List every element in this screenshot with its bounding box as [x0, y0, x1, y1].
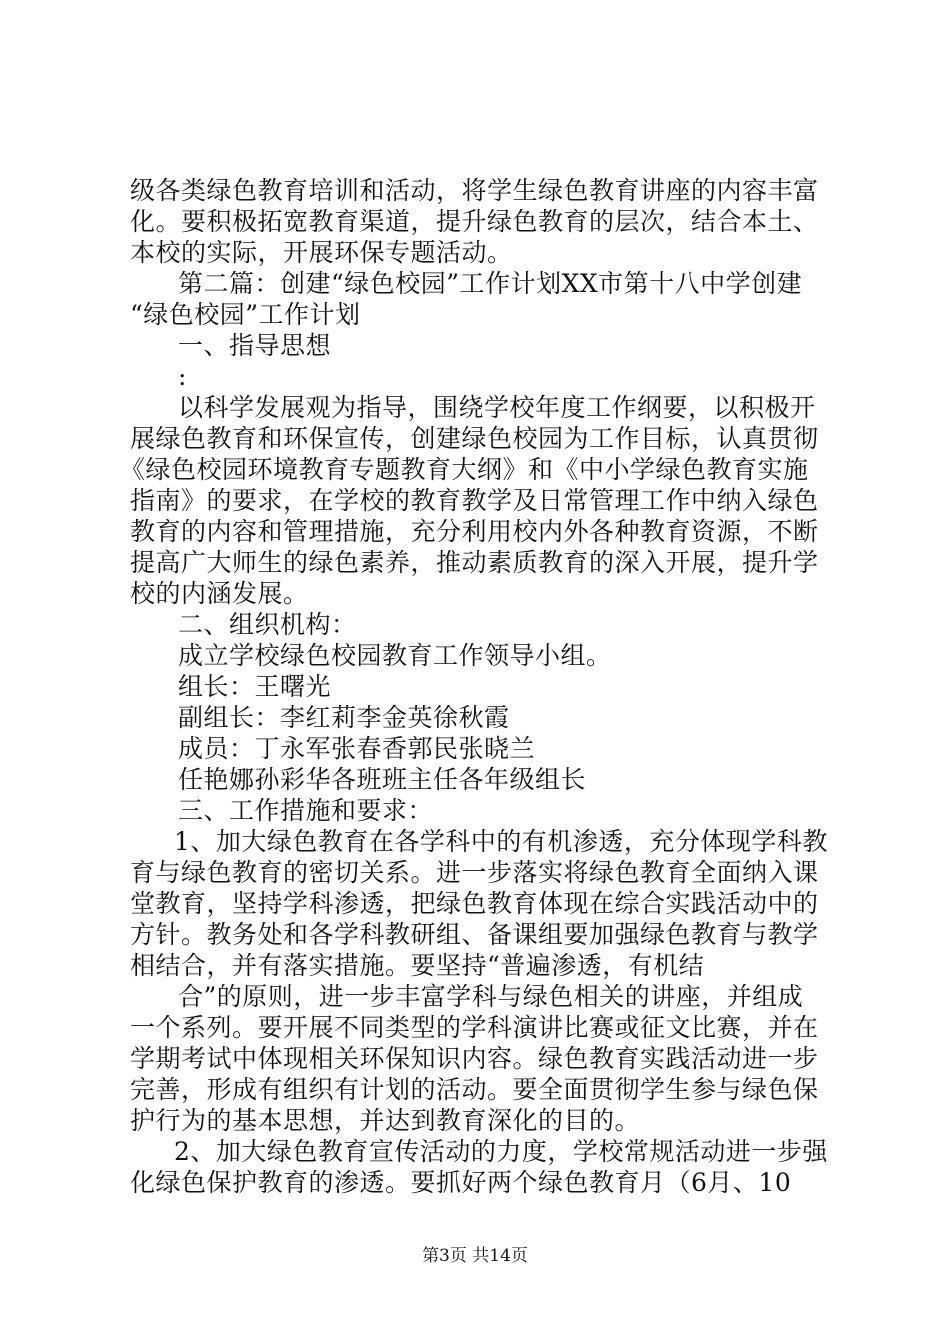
- text-line: 级各类绿色教育培训和活动，将学生绿色教育讲座的内容丰富: [130, 176, 819, 205]
- text-line: 副组长：李红莉李金英徐秋霞: [178, 703, 510, 732]
- text-line: 教育的内容和管理措施，充分利用校内外各种教育资源，不断: [130, 517, 819, 546]
- text-line: :: [178, 362, 187, 391]
- text-line: 指南》的要求，在学校的教育教学及日常管理工作中纳入绿色: [130, 486, 819, 515]
- text-line: 校的内涵发展。: [130, 579, 309, 608]
- text-line: 1、加大绿色教育在各学科中的有机渗透，充分体现学科教: [174, 827, 828, 856]
- text-line: “绿色校园”工作计划: [130, 300, 361, 329]
- text-line: 提高广大师生的绿色素养，推动素质教育的深入开展，提升学: [130, 548, 819, 577]
- page-number-footer: 第3页 共14页: [422, 1246, 528, 1266]
- text-line: 2、加大绿色教育宣传活动的力度，学校常规活动进一步强: [174, 1137, 828, 1166]
- text-line: 育与绿色教育的密切关系。进一步落实将绿色教育全面纳入课: [130, 858, 819, 887]
- text-line: 本校的实际，开展环保专题活动。: [130, 238, 513, 267]
- section-heading: 一、指导思想: [178, 331, 332, 360]
- text-line: 以科学发展观为指导，围绕学校年度工作纲要，以积极开: [178, 393, 816, 422]
- text-line: 展绿色教育和环保宣传，创建绿色校园为工作目标，认真贯彻: [130, 424, 819, 453]
- text-line: 合”的原则，进一步丰富学科与绿色相关的讲座，并组成: [178, 982, 804, 1011]
- text-line: 《绿色校园环境教育专题教育大纲》和《中小学绿色教育实施: [120, 455, 809, 484]
- text-line: 成员：丁永军张春香郭民张晓兰: [178, 734, 536, 763]
- text-line: 学期考试中体现相关环保知识内容。绿色教育实践活动进一步: [130, 1044, 819, 1073]
- section-heading: 二、组织机构：: [178, 610, 357, 639]
- text-line: 任艳娜孙彩华各班班主任各年级组长: [178, 765, 587, 794]
- text-line: 化。要积极拓宽教育渠道，提升绿色教育的层次，结合本土、: [130, 207, 819, 236]
- text-line: 堂教育，坚持学科渗透，把绿色教育体现在综合实践活动中的: [130, 889, 819, 918]
- text-line: 第二篇：创建“绿色校园”工作计划XX市第十八中学创建: [178, 269, 803, 298]
- text-line: 一个系列。要开展不同类型的学科演讲比赛或征文比赛，并在: [130, 1013, 819, 1042]
- text-line: 方针。教务处和各学科教研组、备课组要加强绿色教育与教学: [130, 920, 819, 949]
- text-line: 化绿色保护教育的渗透。要抓好两个绿色教育月（6月、10: [130, 1168, 792, 1197]
- text-line: 护行为的基本思想，并达到教育深化的目的。: [130, 1106, 641, 1135]
- section-heading: 三、工作措施和要求：: [178, 796, 434, 825]
- text-line: 完善，形成有组织有计划的活动。要全面贯彻学生参与绿色保: [130, 1075, 819, 1104]
- text-line: 组长：王曙光: [178, 672, 332, 701]
- text-line: 相结合，并有落实措施。要坚持“普遍渗透，有机结: [130, 951, 705, 980]
- text-line: 成立学校绿色校园教育工作领导小组。: [178, 641, 612, 670]
